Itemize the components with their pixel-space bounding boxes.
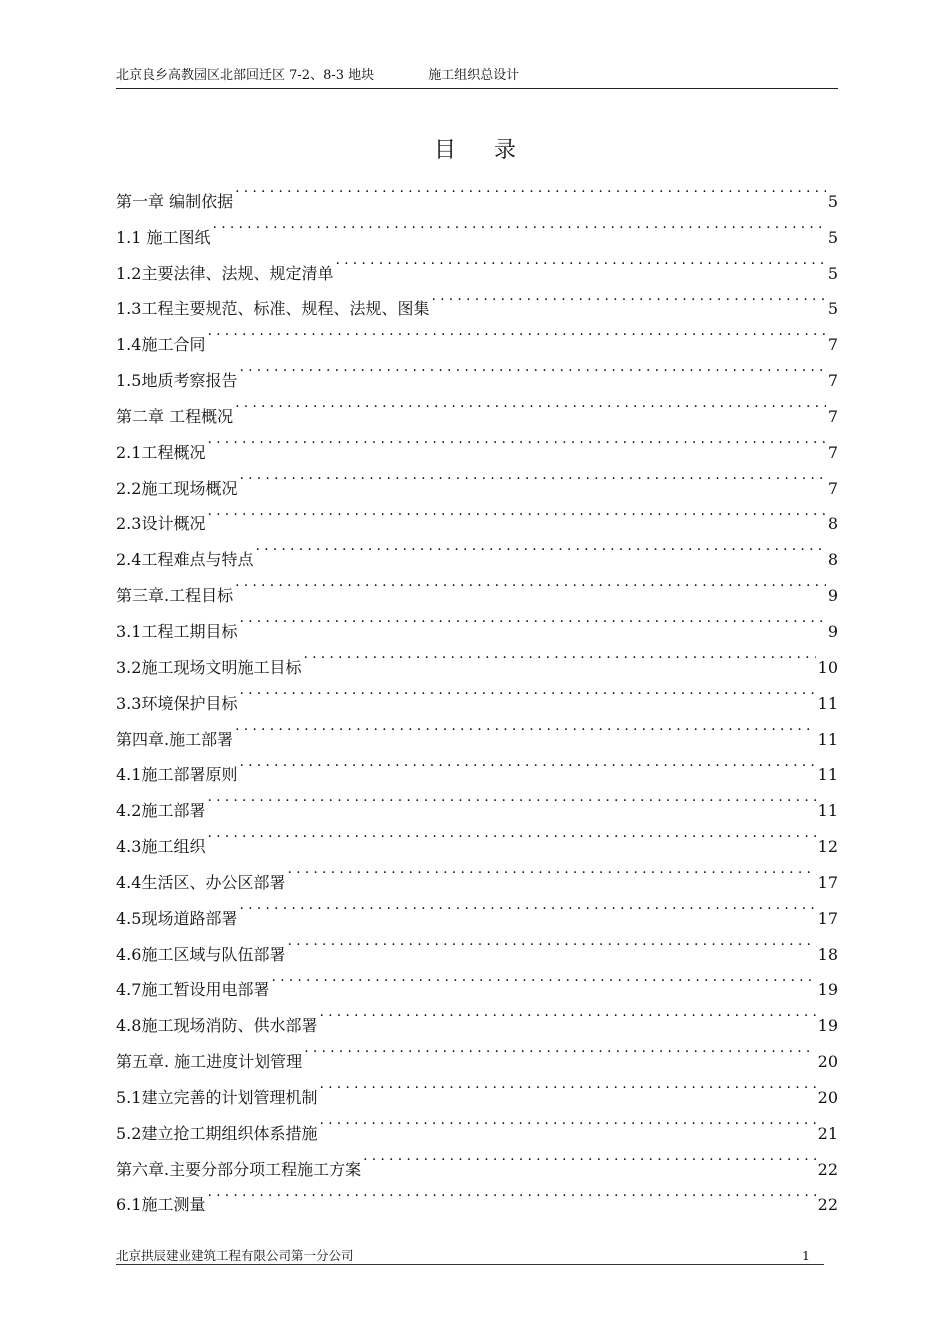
toc-entry-label: 2.1工程概况 [116,442,206,462]
toc-dot-leader [319,1103,815,1139]
toc-entry-page: 9 [827,621,838,641]
toc-entry-label: 4.5现场道路部署 [116,908,238,928]
toc-entry-page: 11 [817,801,838,821]
toc-entry-page: 5 [827,227,838,247]
toc-entry[interactable] [116,816,838,857]
toc-entry-label: 1.5地质考察报告 [116,371,238,391]
toc-dot-leader [239,601,825,637]
toc-entry-label: 2.3设计概况 [116,514,206,534]
toc-dot-leader [207,816,815,852]
toc-entry-page: 9 [827,586,838,606]
toc-dot-leader [319,1067,815,1103]
toc-entry-page: 7 [827,371,838,391]
footer-page-number: 1 [802,1248,810,1263]
toc-entry[interactable] [116,852,838,892]
toc-entry-page: 12 [817,837,838,857]
toc-entry-page: 21 [817,1123,838,1143]
header-project-name: 北京良乡高教园区北部回迁区 7-2、8-3 地块 [116,68,375,83]
toc-dot-leader [207,780,815,816]
toc-entry-label: 2.4工程难点与特点 [116,550,254,570]
toc-entry[interactable] [116,171,838,211]
toc-dot-leader [235,709,816,745]
toc-entry-page: 11 [817,729,838,749]
toc-entry-page: 19 [817,980,838,1000]
footer-company-name: 北京拱辰建业建筑工程有限公司第一分公司 [116,1248,354,1263]
toc-dot-leader [239,745,815,781]
toc-entry-page: 22 [817,1195,838,1215]
toc-entry-page: 22 [817,1159,838,1179]
toc-dot-leader [304,1031,815,1067]
toc-entry-page: 11 [817,765,838,785]
toc-entry-label: 5.2建立抢工期组织体系措施 [116,1123,318,1143]
toc-entry[interactable] [116,350,838,391]
toc-entry[interactable] [116,780,838,821]
toc-entry[interactable] [116,314,838,355]
toc-entry-label: 1.2主要法律、法规、规定清单 [116,263,334,283]
toc-dot-leader [287,924,815,960]
toc-dot-leader [239,888,815,924]
toc-entry[interactable] [116,422,838,462]
toc-entry-label: 5.1建立完善的计划管理机制 [116,1087,318,1107]
toc-entry-label: 6.1施工测量 [116,1195,206,1215]
header-document-title: 施工组织总设计 [428,68,520,83]
toc-entry-label: 3.1工程工期目标 [116,621,238,641]
toc-entry-label: 1.3工程主要规范、标准、规程、法规、图集 [116,299,430,319]
toc-entry-page: 7 [827,335,838,355]
toc-entry-label: 第三章.工程目标 [116,586,234,606]
toc-entry-label: 第五章. 施工进度计划管理 [116,1052,303,1072]
toc-entry-page: 11 [817,693,838,713]
toc-entry-label: 2.2施工现场概况 [116,478,238,498]
toc-entry-label: 第一章 编制依据 [116,191,234,211]
page-footer [116,1247,824,1265]
toc-entry-page: 10 [817,657,838,677]
toc-entry[interactable] [116,207,838,247]
toc-dot-leader [335,243,825,279]
toc-entry-page: 19 [817,1016,838,1036]
toc-entry-label: 4.6施工区域与队伍部署 [116,944,286,964]
toc-entry-page: 5 [827,263,838,283]
toc-entry-page: 17 [817,908,838,928]
toc-entry[interactable] [116,494,838,534]
toc-dot-leader [213,207,826,243]
toc-entry-page: 5 [827,299,838,319]
toc-entry-label: 第四章.施工部署 [116,729,234,749]
toc-entry-label: 第六章.主要分部分项工程施工方案 [116,1159,362,1179]
toc-entry-page: 7 [827,478,838,498]
toc-entry-page: 7 [827,406,838,426]
toc-dot-leader [239,673,815,709]
toc-entry-page: 18 [817,944,838,964]
toc-entry-label: 4.2施工部署 [116,801,206,821]
toc-dot-leader [239,350,825,386]
toc-entry-page: 7 [827,442,838,462]
toc-entry[interactable] [116,529,838,570]
toc-dot-leader [239,458,825,494]
toc-dot-leader [207,314,825,350]
toc-entry-label: 4.4生活区、办公区部署 [116,872,286,892]
toc-entry-label: 4.3施工组织 [116,837,206,857]
toc-dot-leader [207,1175,815,1211]
toc-dot-leader [287,852,815,888]
toc-title: 目录 [433,138,554,163]
toc-dot-leader [303,637,815,673]
toc-dot-leader [207,494,825,530]
toc-dot-leader [363,1139,816,1175]
toc-entry-page: 20 [817,1052,838,1072]
table-of-contents [116,171,838,1215]
toc-entry-label: 4.8施工现场消防、供水部署 [116,1016,318,1036]
toc-dot-leader [431,279,825,315]
toc-entry[interactable] [116,458,838,498]
toc-entry[interactable] [116,1175,838,1215]
toc-entry-label: 1.4施工合同 [116,335,206,355]
toc-entry-page: 8 [827,550,838,570]
toc-entry-label: 4.7施工暂设用电部署 [116,980,270,1000]
toc-entry[interactable] [116,243,838,283]
toc-entry-page: 8 [827,514,838,534]
toc-dot-leader [207,422,825,458]
toc-entry-label: 4.1施工部署原则 [116,765,238,785]
toc-entry-page: 5 [827,191,838,211]
toc-dot-leader [319,995,815,1031]
toc-dot-leader [255,529,825,565]
toc-dot-leader [235,171,826,207]
toc-entry-label: 第二章 工程概况 [116,406,234,426]
toc-dot-leader [235,565,826,601]
toc-entry-label: 3.3环境保护目标 [116,693,238,713]
toc-entry-page: 17 [817,872,838,892]
toc-entry-label: 3.2施工现场文明施工目标 [116,657,302,677]
toc-dot-leader [235,386,826,422]
toc-entry-page: 20 [817,1087,838,1107]
toc-dot-leader [271,960,815,996]
toc-entry-label: 1.1 施工图纸 [116,227,211,247]
page-header [116,66,838,89]
